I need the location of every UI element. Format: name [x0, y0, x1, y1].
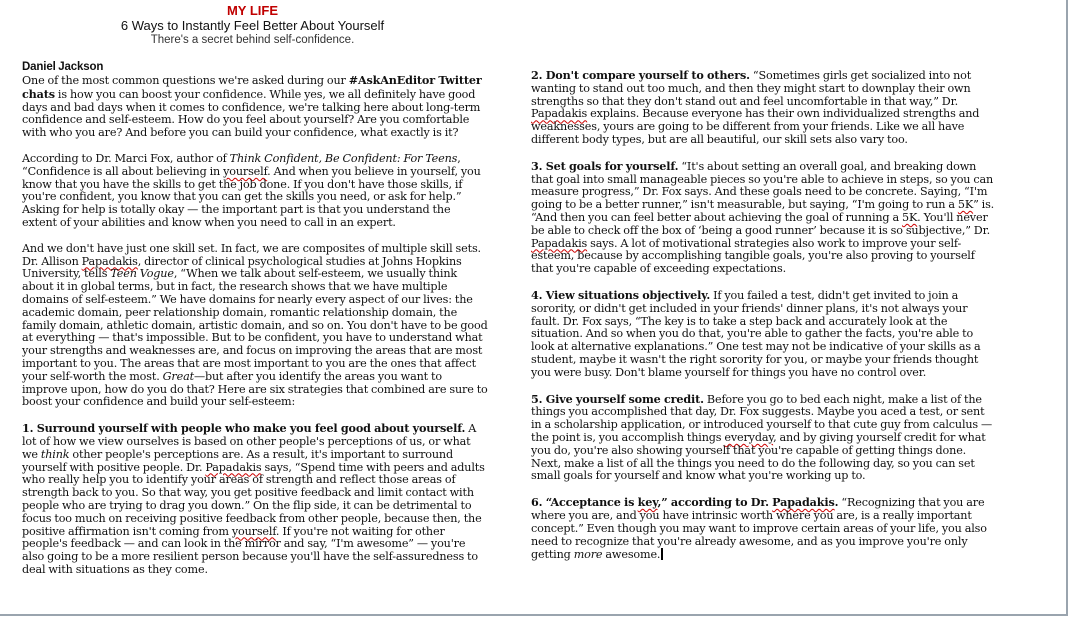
text-run: explains. Because everyone has their own individualized strengths and weaknesses, yours are going to be different from your friends. Like we all have different body types, but are all beautiful, our skill sets also vary too. [531, 107, 980, 146]
tip-heading: 2. Don't compare yourself to others. [531, 68, 750, 82]
text-run: Before you go to bed each night, make a list of the things you accomplished that day, Dr. Fox suggests. Maybe you aced a test, or sent in a scholarship application, or introduced yourself to that cute guy from calculus — the point is, you accomplish things [531, 392, 993, 444]
spellcheck-flagged-word: Papadakis [531, 107, 588, 121]
text-run: . And when you believe in yourself, you know that you have the skills to get the job done. If you don't have those skills, if you're confident, you know that you can get the skills you need, or ask for help.” Asking for help is totally okay — the important part is that you understand the extent of your abilities and know when you need to call in an expert. [22, 164, 481, 229]
tip-heading: 3. Set goals for yourself. [531, 158, 679, 173]
spellcheck-flagged-word: Papadakis [81, 254, 138, 268]
author-byline: Daniel Jackson [22, 61, 104, 73]
text-run: One of the most common questions we're asked during our [22, 74, 349, 87]
text-run: , director of clinical psychological studies at Johns Hopkins University, tells [22, 254, 462, 281]
right-column [531, 69, 997, 575]
italic-text: Teen Vogue [110, 267, 174, 281]
intro-paragraph-3[interactable] [22, 243, 488, 409]
text-run: . You'll never be able to check off the box of ‘being a good runner’ because it is so subjective,” Dr. [531, 210, 990, 237]
italic-text: more [573, 548, 603, 562]
article-subtitle: There's a secret behind self-confidence. [150, 34, 355, 46]
text-run: , and by giving yourself credit for what you do, you're also showing yourself that you're capable of getting things done. Next, make a list of all the things you need to do the following day, so you can set small goals for yourself and know what you're working up to. [531, 430, 986, 483]
spellcheck-flagged-word: yourself [231, 524, 276, 538]
spellcheck-flagged-word: everyday [724, 430, 774, 444]
text-run: “It's about setting an overall goal, and breaking down that goal into small manageable pieces so you're able to achieve in steps, so you can measure progress,” Dr. Fox says. And these goals need to be concrete. Saying, “I'm going to be a better runner,” isn't measurable, but saying, “I'm going to run a [531, 159, 994, 212]
spellcheck-flagged-word: Papadakis [531, 236, 588, 250]
italic-text: think [40, 447, 70, 461]
left-column [22, 61, 488, 590]
text-run: “Recognizing that you are where you are, and you have intrinsic worth where you are, is a really important concept.” Even though you may want to improve certain areas of your life, you also need to recognize that you're already awesome, and as you improve you're only getting [531, 496, 987, 562]
text-run: awesome. [602, 548, 661, 562]
tip-heading: 1. Surround yourself with people who make you feel good about yourself. [22, 421, 466, 436]
tip-2-paragraph[interactable] [531, 69, 997, 147]
spellcheck-flagged-word: 5K [901, 210, 918, 224]
text-run: And we don't have just one skill set. In fact, we are composites of multiple skill sets. Dr. Allison [22, 241, 481, 268]
italic-text: Think Confident, Be Confident: For Teens [229, 151, 458, 165]
text-run: is how you can boost your confidence. While yes, we all definitely have good days and bad days when it comes to confidence, we're talking here about long-term confidence and self-esteem. How do you feel about yourself? Are you comfortable with who you are? And before you can build your confidence, what exactly is it? [22, 87, 481, 140]
tip-1-paragraph[interactable] [22, 422, 488, 577]
text-run: says. A lot of motivational strategies also work to improve your self-esteem, because by accomplishing tangible goals, you're also proving to yourself that you're capable of exceeding expectations. [531, 236, 975, 276]
article-title: 6 Ways to Instantly Feel Better About Yourself [120, 18, 385, 33]
text-run: other people's perceptions are. As a result, it's important to surround yourself with positive people. Dr. [22, 447, 453, 474]
spellcheck-flagged-word: key [637, 495, 658, 510]
article-header [0, 4, 505, 47]
spellcheck-flagged-word: Papadakis [772, 495, 835, 510]
tip-heading: 5. Give yourself some credit. [531, 391, 704, 406]
tip-heading: ,” according to Dr. [657, 495, 773, 510]
text-run: says, “Spend time with peers and adults who really help you to identify your areas of strength and reflect those areas of strength back to you. So that way, you get positive feedback and limit contact with people who are trying to drag you down.” On the flip side, it can be detrimental to focus too much on receiving positive feedback from other people, because then, the positive affirmation isn't coming from [22, 460, 485, 538]
text-run: , “When we talk about self-esteem, we usually think about it in global terms, but in fact, the research shows that we have multiple domains of self-esteem.” We have domains for nearly every aspect of our lives: the academic domain, peer relationship domain, romantic relationship domain, the family domain, athletic domain, artistic domain, and so on. You don't have to be good at everything — that's impossible. But to be confident, you have to understand what your strengths and weaknesses are, and focus on improving the areas that are most important to you. The areas that are most important to you are the ones that affect your self-worth the most. [22, 267, 488, 383]
intro-paragraph-1[interactable] [22, 74, 488, 140]
text-run: . If you're not waiting for other people's feedback — and can look in the mirror and say, “I'm awesome” — you're also going to be a more resilient person because you'll have the self-assuredness to deal with situations as they come. [22, 524, 478, 576]
tip-heading: . [834, 495, 839, 510]
text-run: “Sometimes girls get socialized into not wanting to stand out too much, and then they might start to downplay their own strengths so that they don't stand out and feel uncomfortable in that way,” Dr. [531, 69, 972, 108]
italic-text: Great [162, 369, 194, 383]
tip-heading: #AskAnEditor Twitter chats [22, 73, 482, 101]
text-run: According to Dr. Marci Fox, author of [22, 151, 230, 165]
tip-heading: 4. View situations objectively. [531, 287, 711, 302]
tip-6-paragraph[interactable] [531, 496, 997, 562]
spellcheck-flagged-word: Papadakis [205, 460, 262, 474]
text-cursor [661, 548, 663, 560]
magazine-section-label: MY LIFE [226, 3, 279, 18]
tip-heading: 6. “Acceptance is [531, 495, 638, 510]
intro-paragraph-2[interactable] [22, 153, 488, 230]
text-run: —but after you identify the areas you want to improve upon, how do you do that? Here are six strategies that combined are sure to boost your confidence and build your self-esteem: [22, 369, 488, 409]
spellcheck-flagged-word: yourself [223, 164, 268, 178]
text-run: , “Confidence is all about believing in [22, 151, 461, 178]
tip-3-paragraph[interactable] [531, 160, 997, 276]
tip-4-paragraph[interactable] [531, 289, 997, 380]
text-run: If you failed a test, didn't get invited to join a sorority, or didn't get included in your friends' dinner plans, it's not always your fault. Dr. Fox says, “The key is to take a step back and accurately look at the situation. And so when you do that, you're able to gather the facts, you're able to look at alternative explanations.” One test may not be indicative of your skills as a student, maybe it wasn't the right sorority for you, or maybe your friends thought you were busy. Don't blame yourself for things you have no control over. [531, 288, 981, 379]
text-run: ” is. “And then you can feel better about achieving the goal of running a [531, 198, 995, 224]
tip-5-paragraph[interactable] [531, 393, 997, 484]
spellcheck-flagged-word: 5K [957, 198, 974, 212]
text-run: A lot of how we view ourselves is based on other people's perceptions of us, or what we [22, 422, 477, 461]
